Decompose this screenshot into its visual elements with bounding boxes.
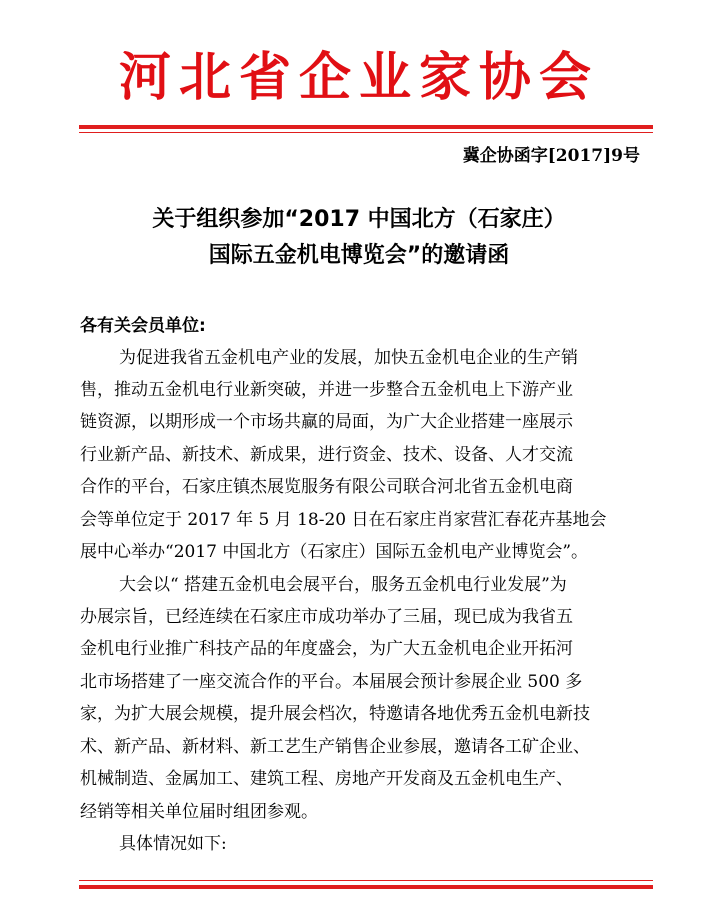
footer-rule-thick <box>79 885 653 889</box>
body-line: 机械制造、金属加工、建筑工程、房地产开发商及五金机电生产、 <box>80 769 573 789</box>
body-line: 为促进我省五金机电产业的发展，加快五金机电企业的生产销 <box>119 348 578 368</box>
body-line: 金机电行业推广科技产品的年度盛会，为广大五金机电企业开拓河 <box>80 639 573 659</box>
body-line: 售，推动五金机电行业新突破，并进一步整合五金机电上下游产业 <box>80 380 573 400</box>
document-number: 冀企协函字[2017]9号 <box>462 146 640 166</box>
body-line: 家，为扩大展会规模，提升展会档次，特邀请各地优秀五金机电新技 <box>80 704 590 724</box>
body-line: 经销等相关单位届时组团参观。 <box>80 802 318 822</box>
body-line: 具体情况如下: <box>119 834 227 854</box>
document-title-line-1: 关于组织参加“2017 中国北方（石家庄） <box>152 207 566 232</box>
footer-rule-thin <box>79 880 653 881</box>
body-line: 行业新产品、新技术、新成果，进行资金、技术、设备、人才交流 <box>80 445 573 465</box>
org-letterhead-title: 河北省企业家协会 <box>118 48 599 108</box>
body-line: 链资源，以期形成一个市场共赢的局面，为广大企业搭建一座展示 <box>80 412 573 432</box>
body-line: 办展宗旨，已经连续在石家庄市成功举办了三届，现已成为我省五 <box>80 607 573 627</box>
header-rule-thick <box>79 125 653 129</box>
body-line: 术、新产品、新材料、新工艺生产销售企业参展，邀请各工矿企业、 <box>80 737 590 757</box>
body-line: 展中心举办“2017 中国北方（石家庄）国际五金机电产业博览会”。 <box>80 542 589 562</box>
header-rule-thin <box>79 132 653 133</box>
body-line: 会等单位定于 2017 年 5 月 18-20 日在石家庄肖家营汇春花卉基地会 <box>80 510 607 530</box>
body-line: 北市场搭建了一座交流合作的平台。本届展会预计参展企业 500 多 <box>80 672 583 692</box>
body-line: 大会以“ 搭建五金机电会展平台，服务五金机电行业发展”为 <box>119 575 567 595</box>
body-line: 合作的平台，石家庄镇杰展览服务有限公司联合河北省五金机电商 <box>80 477 573 497</box>
document-title-line-2: 国际五金机电博览会”的邀请函 <box>208 243 510 268</box>
salutation: 各有关会员单位: <box>80 316 206 336</box>
